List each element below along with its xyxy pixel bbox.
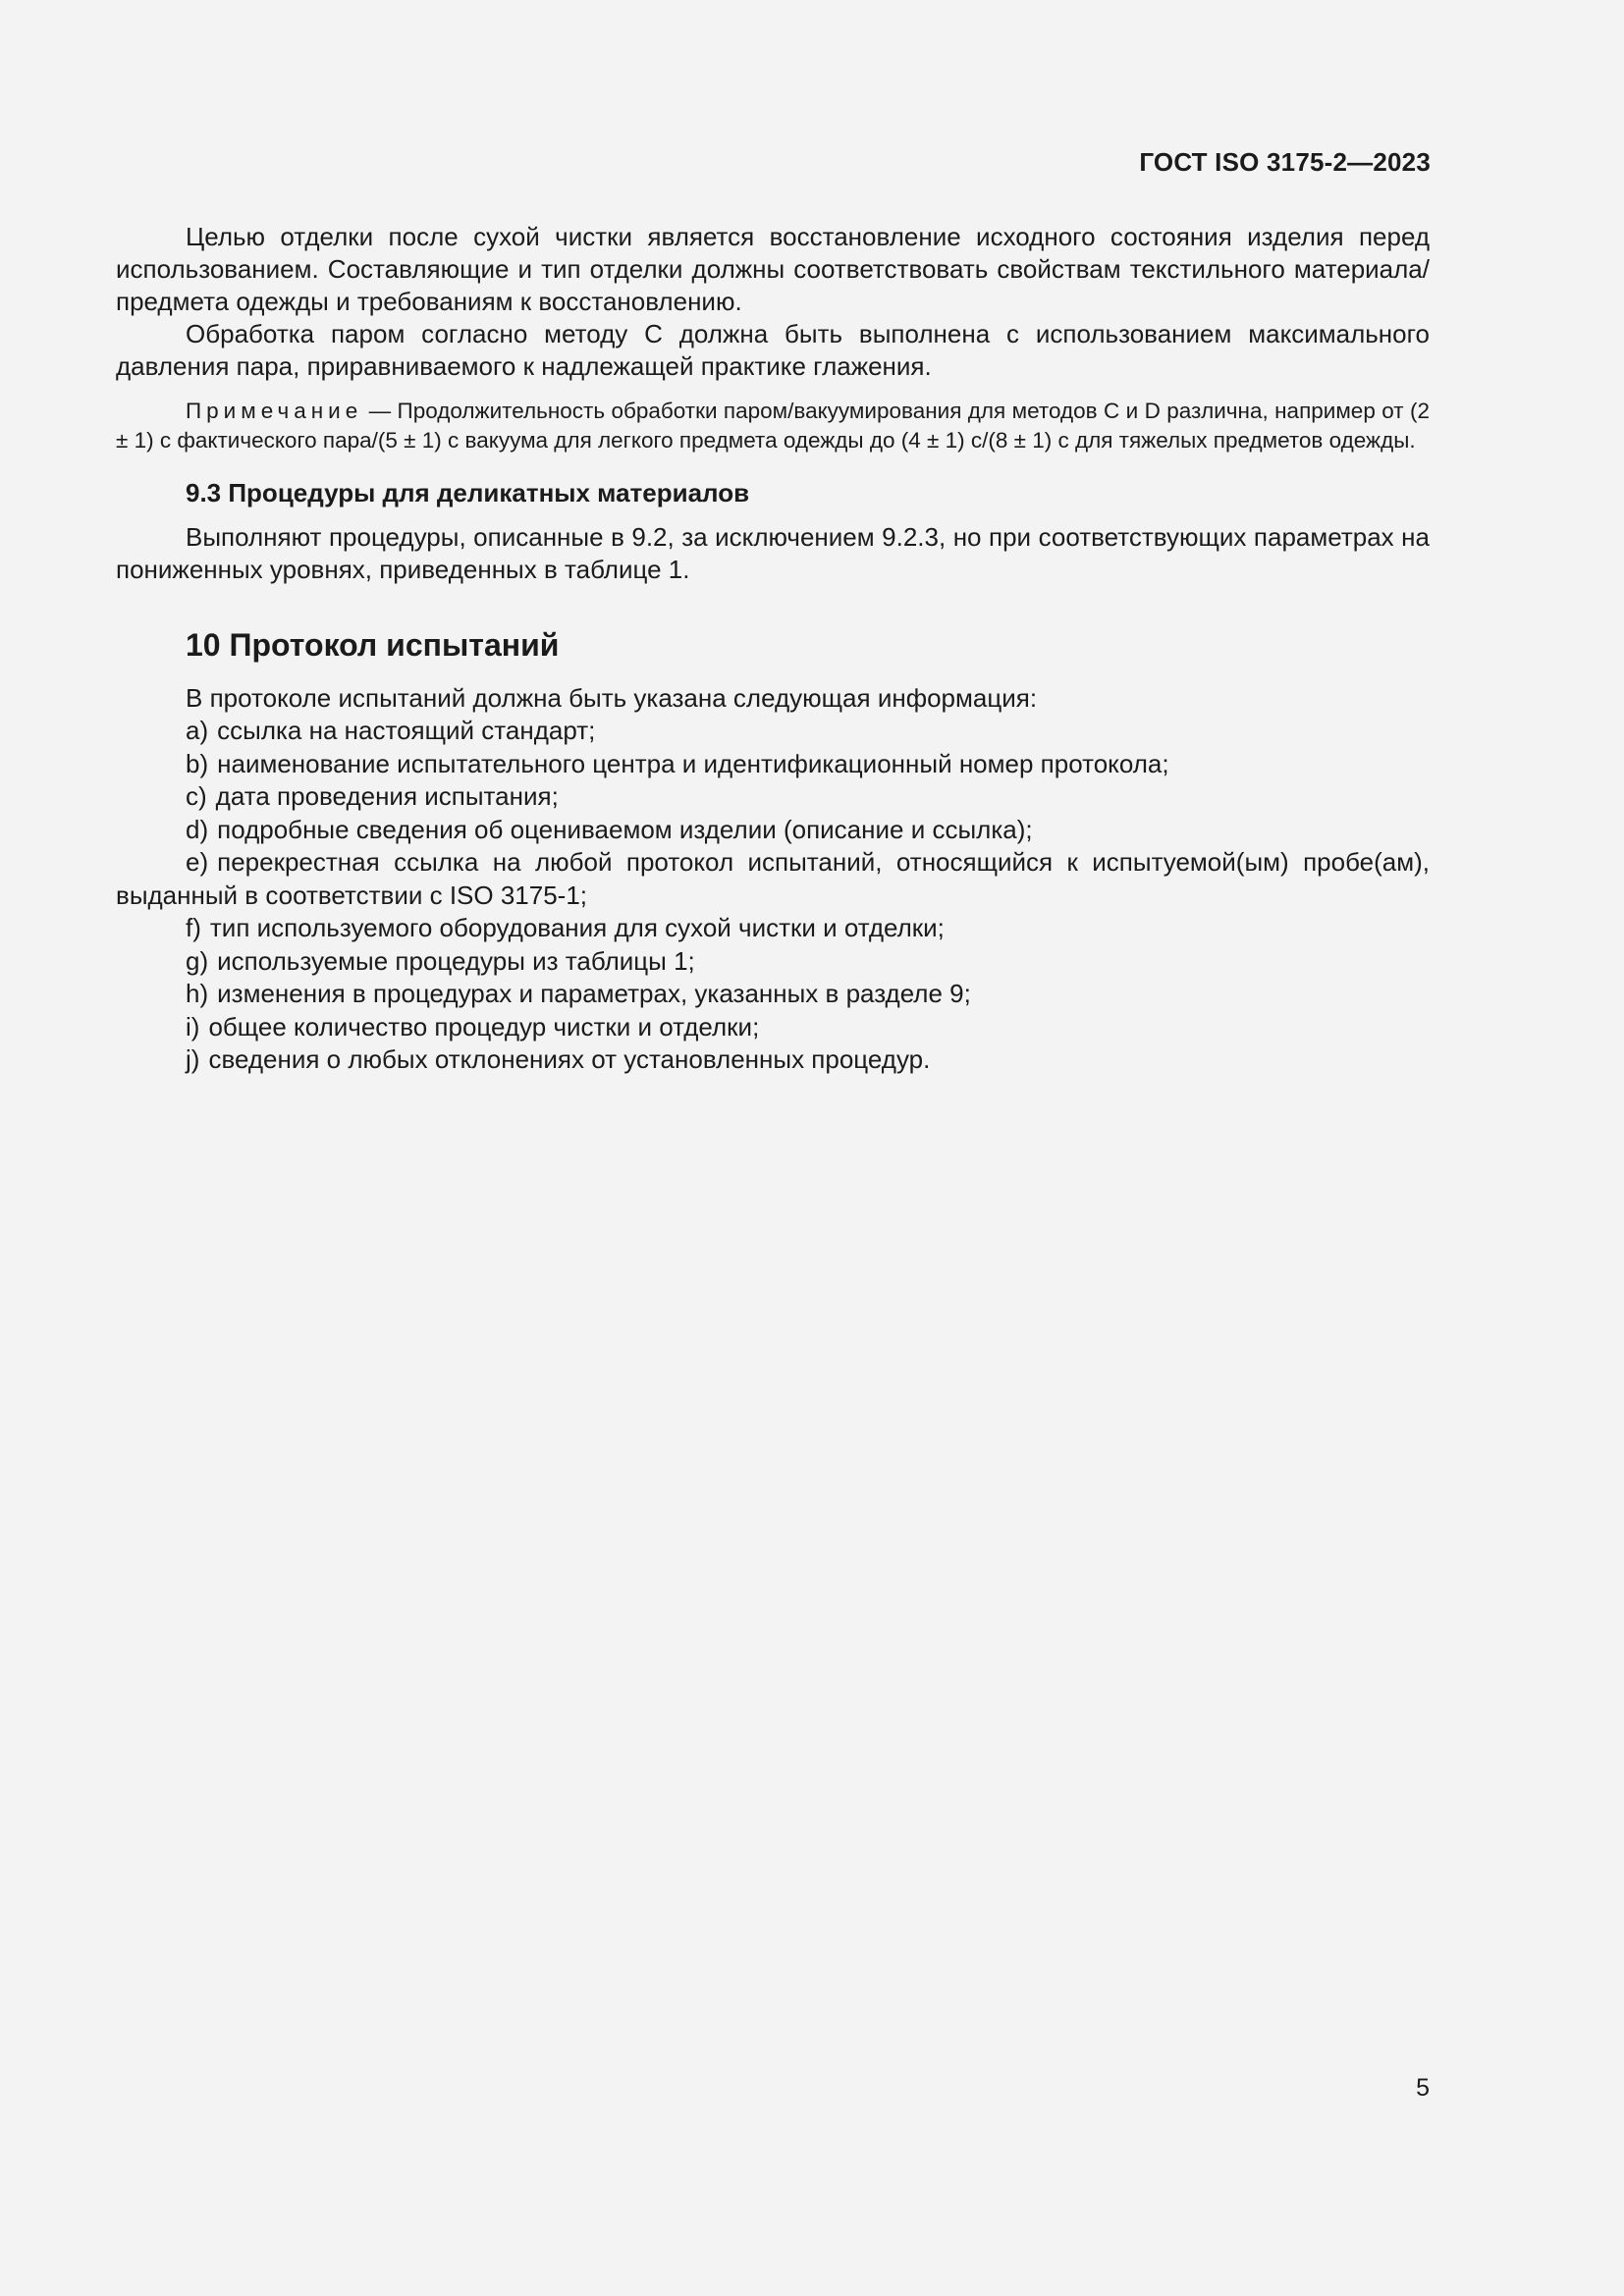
list-item-text: используемые процедуры из таблицы 1; xyxy=(217,945,695,976)
paragraph-steam-treatment: Обработка паром согласно методу С должна быть выполнена с использованием максимального давления пара, приравниваемого к надлежащей практике глажения. xyxy=(116,319,1430,381)
paragraph-finishing-purpose: Целью отделки после сухой чистки является восстановление исходного состояния изделия перед использованием. Составляющие и тип отделки должны соответствовать свойствам текстильного материала/предмета одежды и требованиям к восстановлению. xyxy=(116,222,1430,316)
list-marker: d) xyxy=(186,814,209,844)
note-label: Примечание xyxy=(186,399,363,423)
list-item-text: общее количество процедур чистки и отделки; xyxy=(208,1011,760,1041)
list-item xyxy=(116,945,1430,979)
list-item-text: тип используемого оборудования для сухой чистки и отделки; xyxy=(209,913,945,942)
list-marker: f) xyxy=(186,913,201,942)
section-10-intro: В протоколе испытаний должна быть указана следующая информация: xyxy=(186,683,1038,713)
standard-designation: ГОСТ ISO 3175-2—2023 xyxy=(1139,147,1431,177)
list-item-text: сведения о любых отклонениях от установленных процедур. xyxy=(208,1044,931,1074)
list-item xyxy=(116,715,1430,748)
list-item-text: дата проведения испытания; xyxy=(215,781,559,811)
list-marker: b) xyxy=(186,748,209,778)
list-item xyxy=(116,1043,1430,1077)
list-marker: c) xyxy=(186,781,207,811)
section-9-3-text: Выполняют процедуры, описанные в 9.2, за исключением 9.2.3, но при соответствующих параметрах на пониженных уровнях, приведенных в таблице 1. xyxy=(116,522,1430,584)
list-item-text: изменения в процедурах и параметрах, указанных в разделе 9; xyxy=(217,979,971,1008)
list-marker: i) xyxy=(186,1011,200,1041)
list-marker: a) xyxy=(186,716,209,745)
section-10-title: 10 Протокол испытаний xyxy=(186,627,560,663)
list-item-text: подробные сведения об оцениваемом изделии (описание и ссылка); xyxy=(217,814,1033,844)
list-marker: e) xyxy=(186,847,209,877)
list-item xyxy=(116,846,1430,912)
list-item-text: наименование испытательного центра и идентификационный номер протокола; xyxy=(217,748,1169,778)
list-item xyxy=(116,748,1430,781)
note xyxy=(116,397,1430,455)
list-marker: g) xyxy=(186,945,209,976)
report-items-list xyxy=(116,715,1430,1077)
page-number: 5 xyxy=(1416,2074,1430,2102)
list-item xyxy=(116,912,1430,945)
list-marker: j) xyxy=(186,1044,200,1074)
note-text: — Продолжительность обработки паром/вакуумирования для методов С и D различна, например от (2 ± 1) с фактического пара/(5 ± 1) с вакуума для легкого предмета одежды до (4 ± 1) с/(8 ± 1) с для тяжелых предметов одежды. xyxy=(116,399,1430,453)
section-9-3-title: 9.3 Процедуры для деликатных материалов xyxy=(186,478,750,507)
list-item xyxy=(116,978,1430,1011)
list-marker: h) xyxy=(186,979,209,1008)
list-item xyxy=(116,814,1430,847)
list-item xyxy=(116,1011,1430,1044)
list-item xyxy=(116,780,1430,814)
page-body xyxy=(116,221,1430,1077)
list-item-text: ссылка на настоящий стандарт; xyxy=(217,716,596,745)
list-item-text: перекрестная ссылка на любой протокол испытаний, относящийся к испытуемой(ым) пробе(ам), выданный в соответствии с ISO 3175-1; xyxy=(116,847,1430,910)
